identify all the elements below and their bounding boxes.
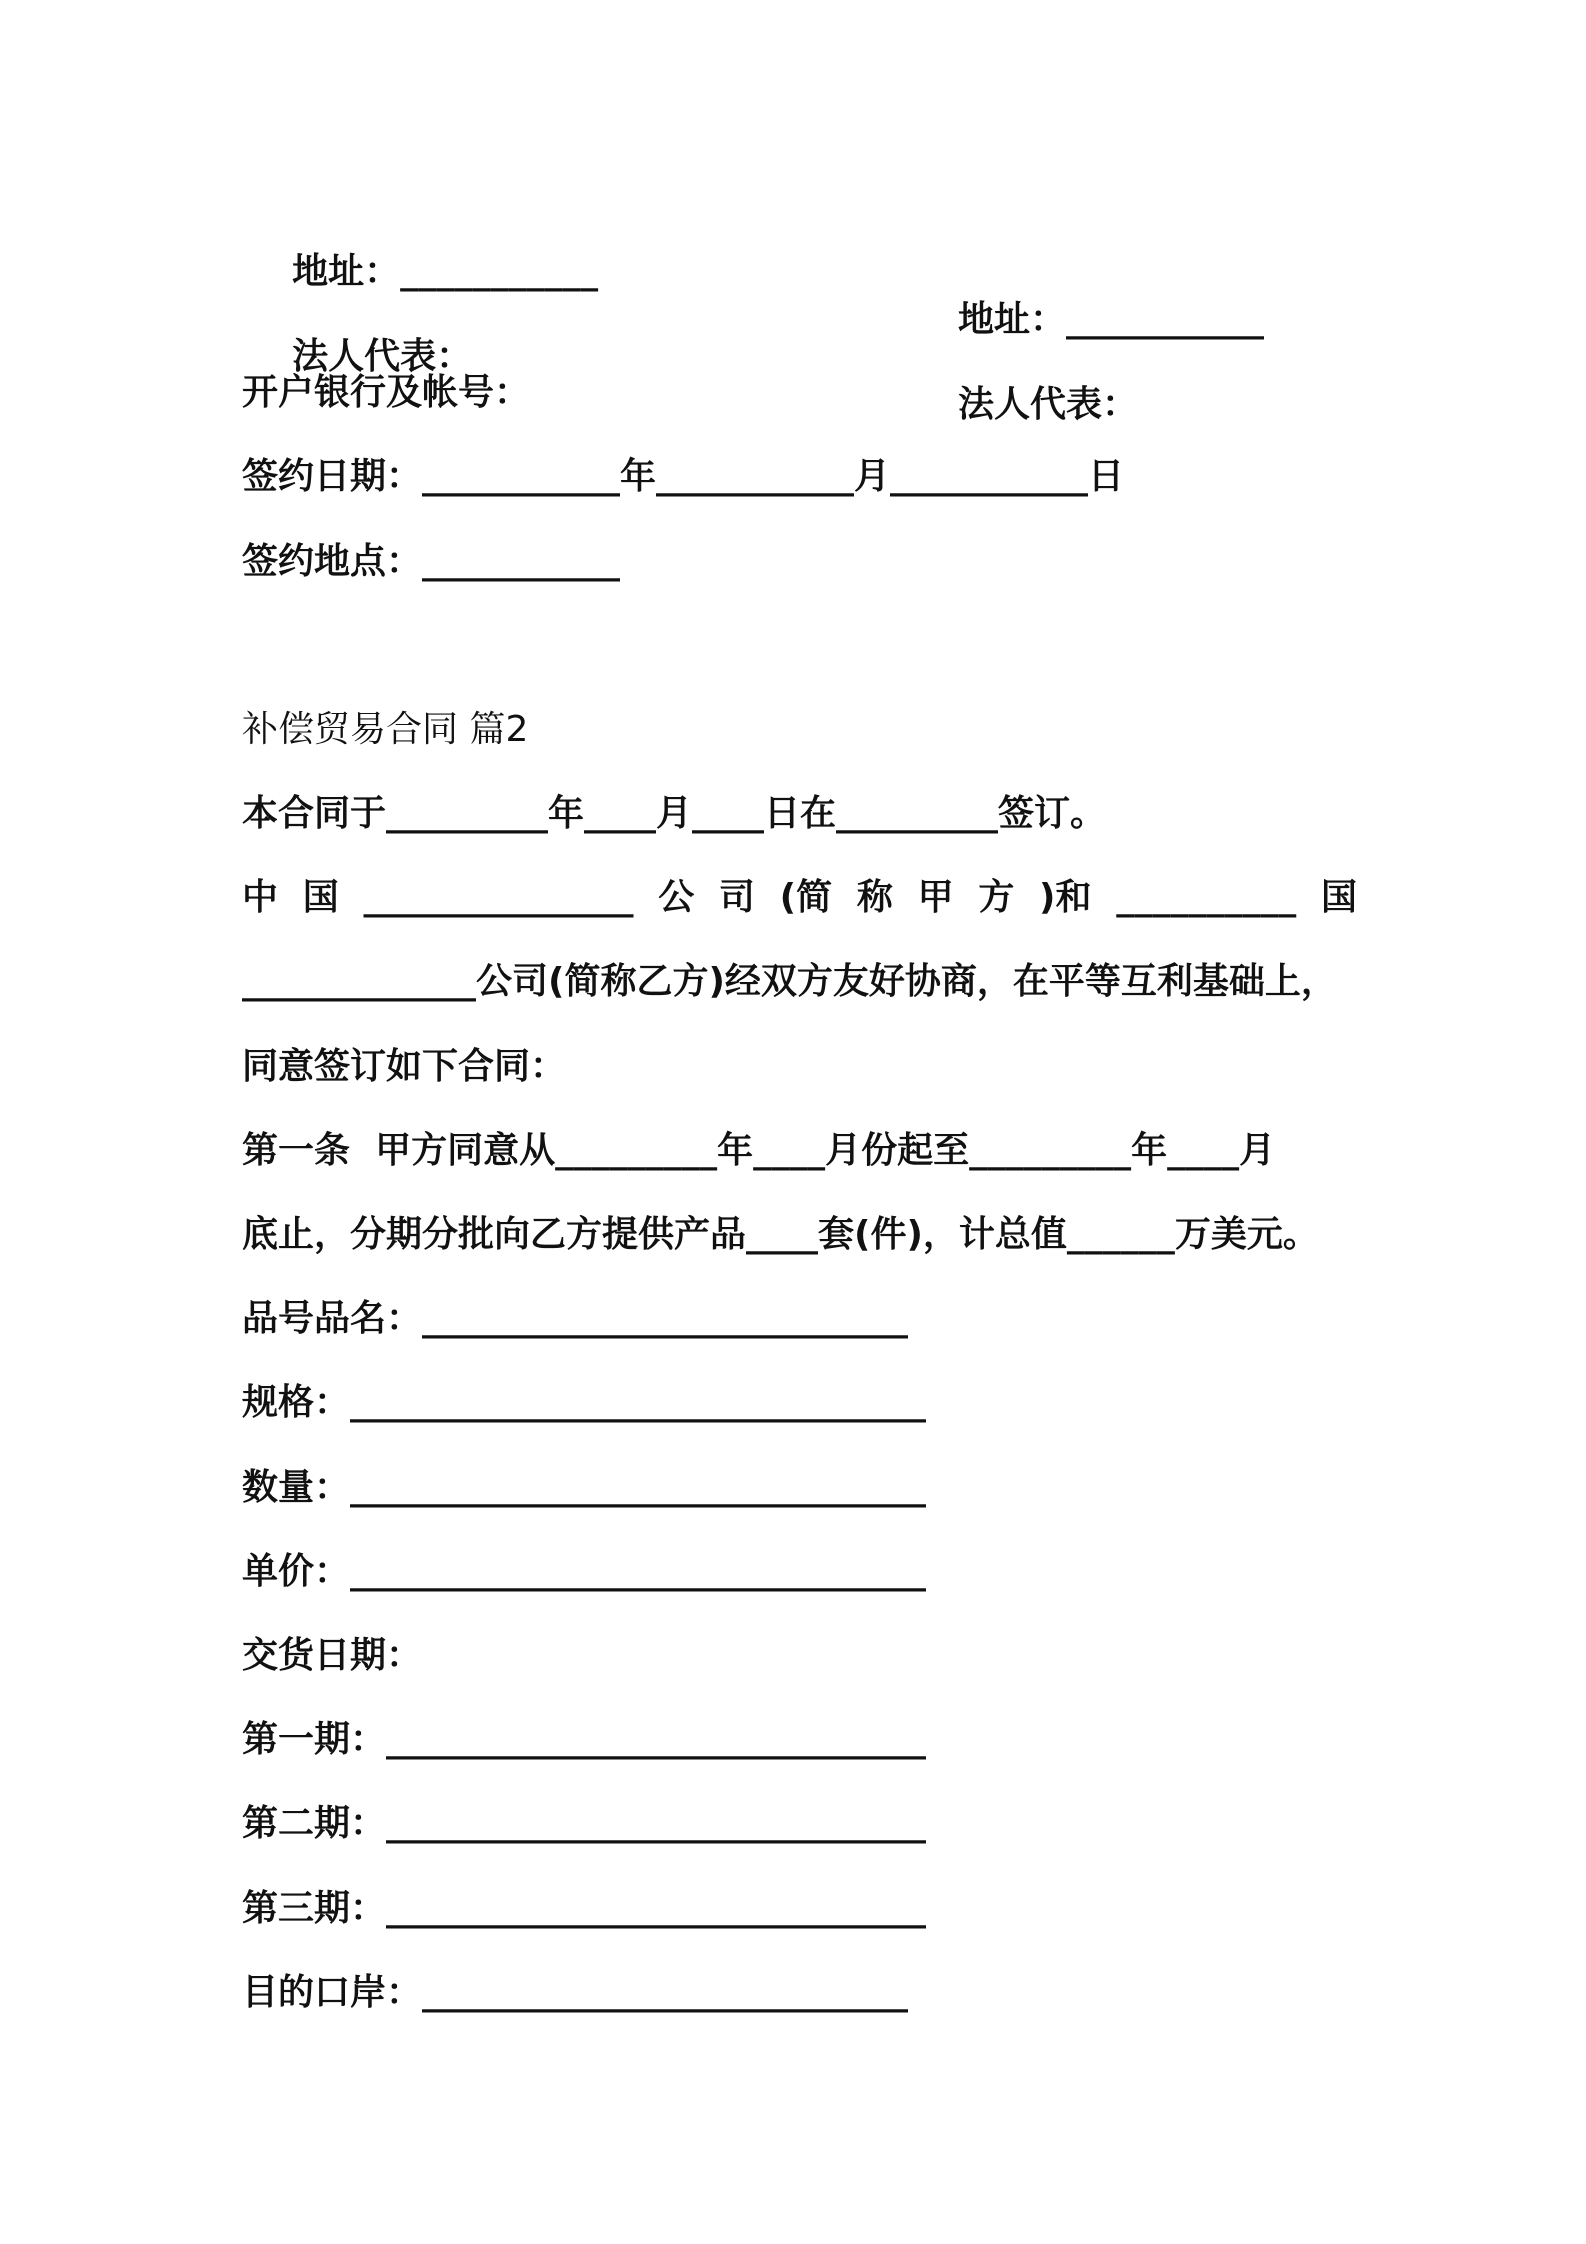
spec-field: 规格：________________________________ [242, 1382, 927, 1423]
bank-account: 开户银行及帐号： [242, 372, 531, 413]
parties-word: 国 [302, 877, 339, 918]
parties-blank: __________ [1116, 877, 1297, 918]
parties-line-3: 同意签订如下合同： [242, 1046, 567, 1087]
parties-line-1 [242, 874, 1357, 922]
quantity-field: 数量：________________________________ [242, 1467, 927, 1508]
article-1-line-2: 底止，分期分批向乙方提供产品____套(件)，计总值______万美元。 [242, 1214, 1319, 1255]
parties-word: 方 [978, 877, 1015, 918]
parties-word: 国 [1320, 877, 1357, 918]
sign-date: 签约日期：___________年___________月___________日 [242, 456, 1125, 497]
address-right: 地址：___________ [958, 299, 1265, 340]
parties-word: )和 [1039, 877, 1092, 918]
intro-line: 本合同于_________年____月____日在_________签订。 [242, 793, 1107, 834]
phase-1-field: 第一期：______________________________ [242, 1719, 927, 1760]
legal-rep-left: 法人代表： [292, 336, 473, 377]
product-name-field: 品号品名：___________________________ [242, 1298, 909, 1339]
sign-place: 签约地点：___________ [242, 541, 621, 582]
phase-2-field: 第二期：______________________________ [242, 1803, 927, 1844]
destination-port-field: 目的口岸：___________________________ [242, 1972, 909, 2013]
parties-word: 中 [242, 877, 279, 918]
article-1-line-1: 第一条 甲方同意从_________年____月份起至_________年____月 [242, 1130, 1276, 1171]
parties-word: 公 [658, 877, 695, 918]
parties-word: (简 [779, 877, 833, 918]
delivery-date-label: 交货日期： [242, 1635, 423, 1676]
parties-word: 称 [856, 877, 893, 918]
parties-line-2: _____________公司(简称乙方)经双方友好协商，在平等互利基础上， [242, 961, 1337, 1002]
phase-3-field: 第三期：______________________________ [242, 1888, 927, 1929]
parties-word: 甲 [917, 877, 954, 918]
parties-blank: _______________ [363, 877, 634, 918]
parties-word: 司 [718, 877, 755, 918]
contract-title: 补偿贸易合同 篇2 [242, 709, 529, 750]
address-left: 地址：___________ [292, 251, 599, 292]
legal-rep-right: 法人代表： [958, 384, 1139, 425]
unit-price-field: 单价：________________________________ [242, 1551, 927, 1592]
